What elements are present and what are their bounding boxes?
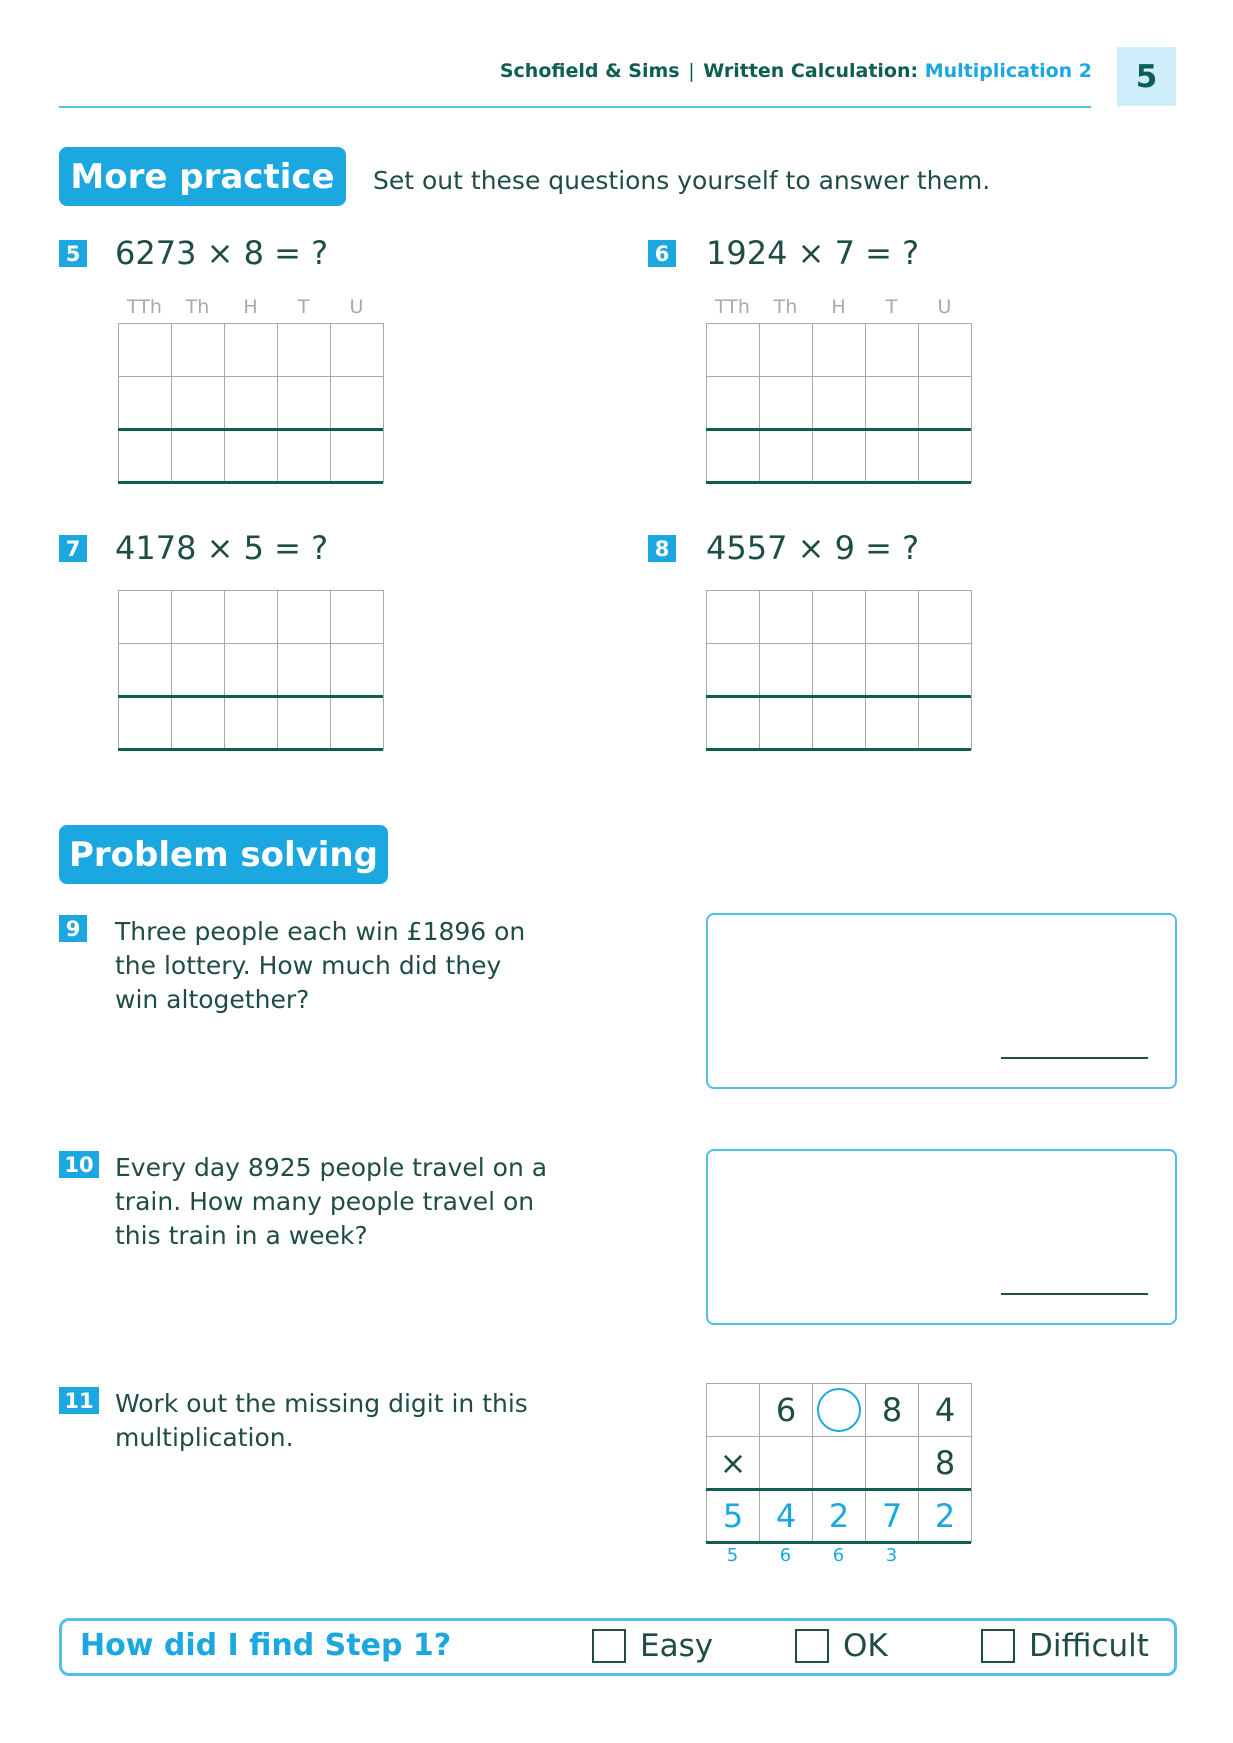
option-label-ok: OK: [843, 1628, 888, 1664]
question-number-5: 5: [59, 240, 87, 267]
text-line: multiplication.: [115, 1423, 294, 1452]
grid-cell[interactable]: [812, 323, 866, 377]
grid-rule: [118, 748, 383, 751]
grid-rule: [118, 428, 383, 431]
rating-option-difficult[interactable]: [981, 1628, 1149, 1664]
grid-cell[interactable]: [706, 590, 760, 644]
grid-cell[interactable]: [865, 696, 919, 750]
option-label-difficult: Difficult: [1029, 1628, 1149, 1664]
grid-cell[interactable]: [224, 323, 278, 377]
grid-cell[interactable]: [706, 376, 760, 430]
grid-cell[interactable]: [224, 643, 278, 697]
grid-cell[interactable]: [812, 696, 866, 750]
grid-cell: [812, 1436, 866, 1490]
text-line: win altogether?: [115, 985, 310, 1014]
question-number-9: 9: [59, 915, 87, 942]
grid-cell[interactable]: [277, 323, 331, 377]
result-cell: 4: [759, 1489, 813, 1543]
text-line: train. How many people travel on: [115, 1187, 535, 1216]
grid-cell[interactable]: [171, 696, 225, 750]
header-h: H: [831, 296, 846, 318]
question-number-8: 8: [648, 535, 676, 562]
working-grid[interactable]: [118, 590, 383, 750]
header-u: U: [349, 296, 364, 318]
grid-cell: [759, 1436, 813, 1490]
grid-cell[interactable]: [330, 643, 384, 697]
text-line: Work out the missing digit in this: [115, 1389, 528, 1418]
question-number-11: 11: [59, 1387, 99, 1414]
header-t: T: [297, 296, 310, 318]
grid-cell[interactable]: [918, 323, 972, 377]
grid-cell[interactable]: [759, 376, 813, 430]
multiply-sign: ×: [706, 1436, 760, 1490]
grid-cell[interactable]: [759, 696, 813, 750]
carry-digit: 6: [832, 1545, 845, 1566]
result-cell: 2: [918, 1489, 972, 1543]
grid-cell[interactable]: [865, 643, 919, 697]
grid-cell[interactable]: [118, 429, 172, 483]
missing-digit-cell[interactable]: [812, 1383, 866, 1437]
grid-cell: [865, 1436, 919, 1490]
question-number-10: 10: [59, 1151, 99, 1178]
series-name: Written Calculation:: [703, 60, 919, 82]
more-practice-badge: More practice: [59, 147, 346, 206]
checkbox-difficult[interactable]: [981, 1629, 1015, 1663]
grid-cell[interactable]: [706, 323, 760, 377]
carry-digit: 3: [885, 1545, 898, 1566]
header-th: Th: [773, 296, 798, 318]
grid-cell[interactable]: [706, 429, 760, 483]
self-assessment-question: How did I find Step 1?: [80, 1628, 452, 1663]
grid-cell[interactable]: [277, 376, 331, 430]
option-label-easy: Easy: [640, 1628, 714, 1664]
grid-cell[interactable]: [330, 323, 384, 377]
grid-cell[interactable]: [759, 643, 813, 697]
header-u: U: [937, 296, 952, 318]
grid-cell[interactable]: [812, 429, 866, 483]
grid-cell[interactable]: [224, 590, 278, 644]
publisher-name: Schofield & Sims: [499, 60, 680, 82]
header-tth: TTh: [715, 296, 750, 318]
book-title: Multiplication 2: [924, 60, 1092, 82]
grid-cell[interactable]: [865, 376, 919, 430]
answer-line-q10[interactable]: [1001, 1293, 1148, 1295]
carry-digit: 6: [779, 1545, 792, 1566]
question-8-expression: 4557 × 9 = ?: [706, 529, 920, 567]
place-value-headers-q6: [706, 296, 971, 318]
grid-cell[interactable]: [330, 376, 384, 430]
grid-cell[interactable]: [171, 429, 225, 483]
more-practice-instruction: Set out these questions yourself to answer them.: [373, 166, 991, 195]
header-t: T: [885, 296, 898, 318]
grid-cell[interactable]: [277, 429, 331, 483]
grid-rule: [706, 695, 971, 698]
text-line: Three people each win £1896 on: [115, 917, 526, 946]
grid-cell[interactable]: [759, 323, 813, 377]
carry-digit: 5: [726, 1545, 739, 1566]
checkbox-easy[interactable]: [592, 1629, 626, 1663]
text-line: Every day 8925 people travel on a: [115, 1153, 548, 1182]
grid-cell[interactable]: [865, 429, 919, 483]
grid-cell[interactable]: [812, 643, 866, 697]
grid-rule: [706, 428, 971, 431]
checkbox-ok[interactable]: [795, 1629, 829, 1663]
grid-cell[interactable]: [171, 323, 225, 377]
grid-cell[interactable]: [224, 696, 278, 750]
grid-cell[interactable]: [277, 643, 331, 697]
header-th: Th: [185, 296, 210, 318]
working-grid[interactable]: [118, 323, 383, 483]
grid-cell[interactable]: [918, 429, 972, 483]
question-11-text: [115, 1387, 528, 1455]
grid-cell[interactable]: [224, 429, 278, 483]
grid-cell[interactable]: [118, 323, 172, 377]
grid-cell[interactable]: [812, 376, 866, 430]
grid-rule: [706, 481, 971, 484]
grid-cell[interactable]: [171, 643, 225, 697]
answer-line-q9[interactable]: [1001, 1057, 1148, 1059]
grid-cell: 8: [918, 1436, 972, 1490]
grid-cell[interactable]: [118, 643, 172, 697]
running-header: [500, 60, 1092, 82]
question-9-text: [115, 915, 525, 1017]
grid-cell[interactable]: [277, 590, 331, 644]
result-cell: 5: [706, 1489, 760, 1543]
grid-cell[interactable]: [330, 696, 384, 750]
header-separator: |: [688, 60, 695, 82]
grid-cell: 4: [918, 1383, 972, 1437]
missing-digit-grid: [706, 1383, 971, 1566]
header-tth: TTh: [127, 296, 162, 318]
question-6-expression: 1924 × 7 = ?: [706, 234, 920, 272]
grid-cell[interactable]: [118, 590, 172, 644]
grid-cell[interactable]: [759, 429, 813, 483]
grid-rule: [118, 481, 383, 484]
question-number-7: 7: [59, 535, 87, 562]
grid-rule: [706, 748, 971, 751]
question-5-expression: 6273 × 8 = ?: [115, 234, 329, 272]
text-line: the lottery. How much did they: [115, 951, 502, 980]
place-value-headers-q5: [118, 296, 383, 318]
rating-option-ok[interactable]: [795, 1628, 888, 1664]
grid-cell[interactable]: [224, 376, 278, 430]
grid-cell[interactable]: [171, 376, 225, 430]
grid-cell[interactable]: [277, 696, 331, 750]
grid-cell[interactable]: [918, 696, 972, 750]
grid-rule: [706, 1488, 971, 1491]
result-cell: 7: [865, 1489, 919, 1543]
grid-cell[interactable]: [865, 323, 919, 377]
question-7-expression: 4178 × 5 = ?: [115, 529, 329, 567]
question-number-6: 6: [648, 240, 676, 267]
grid-cell[interactable]: [118, 376, 172, 430]
grid-cell[interactable]: [330, 590, 384, 644]
question-10-text: [115, 1151, 547, 1253]
grid-cell: 8: [865, 1383, 919, 1437]
grid-rule: [706, 1541, 971, 1544]
missing-digit-circle[interactable]: [817, 1388, 861, 1432]
grid-cell[interactable]: [812, 590, 866, 644]
grid-cell: [706, 1383, 760, 1437]
result-cell: 2: [812, 1489, 866, 1543]
grid-cell[interactable]: [918, 376, 972, 430]
grid-cell[interactable]: [759, 590, 813, 644]
grid-cell[interactable]: [330, 429, 384, 483]
page-number: 5: [1117, 47, 1176, 106]
grid-cell[interactable]: [918, 590, 972, 644]
header-rule: [59, 106, 1091, 108]
grid-cell[interactable]: [171, 590, 225, 644]
header-h: H: [243, 296, 258, 318]
grid-cell[interactable]: [706, 696, 760, 750]
grid-cell[interactable]: [706, 643, 760, 697]
grid-cell[interactable]: [918, 643, 972, 697]
answer-box-q9[interactable]: [706, 913, 1177, 1089]
answer-box-q10[interactable]: [706, 1149, 1177, 1325]
text-line: this train in a week?: [115, 1221, 368, 1250]
problem-solving-badge: Problem solving: [59, 825, 388, 884]
working-grid[interactable]: [706, 590, 971, 750]
grid-cell[interactable]: [118, 696, 172, 750]
grid-cell: 6: [759, 1383, 813, 1437]
grid-cell[interactable]: [865, 590, 919, 644]
rating-option-easy[interactable]: [592, 1628, 713, 1664]
grid-rule: [118, 695, 383, 698]
working-grid[interactable]: [706, 323, 971, 483]
